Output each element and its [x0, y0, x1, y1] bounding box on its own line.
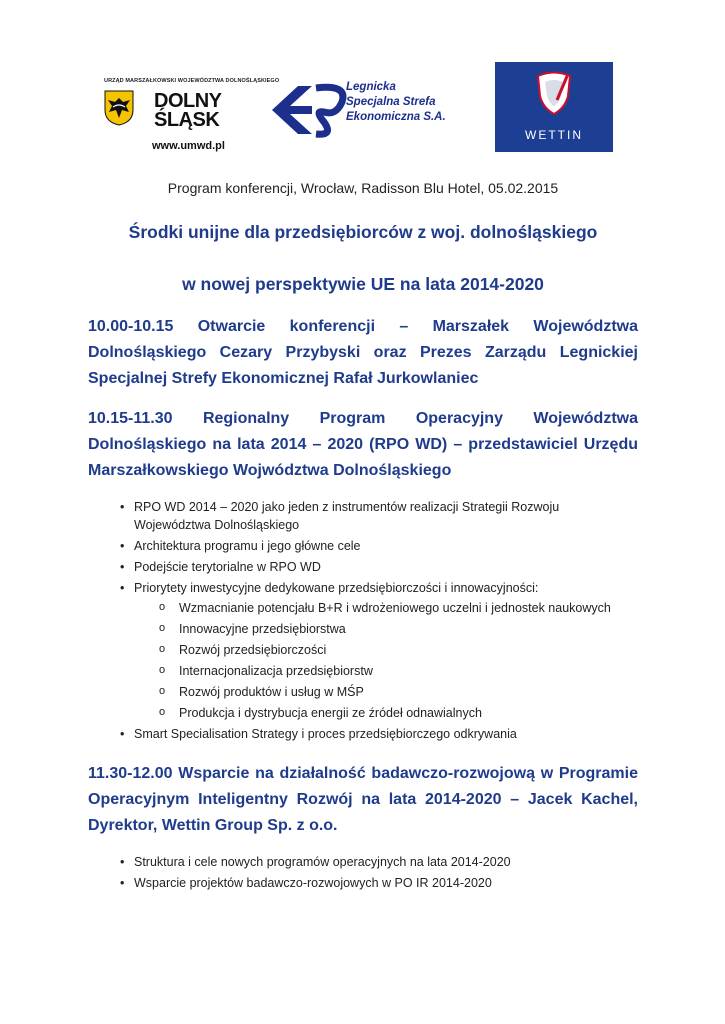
logo-strip	[100, 60, 620, 155]
dolny-slask-url: www.umwd.pl	[152, 140, 225, 152]
list-item: • Smart Specialisation Strategy i proces przedsiębiorczego odkrywania	[134, 725, 638, 743]
list-item-priorities	[134, 579, 638, 722]
lsse-arrow-icon	[268, 82, 358, 138]
shield-icon	[535, 70, 573, 116]
document-body	[88, 180, 638, 910]
sub-list-item: o Rozwój produktów i usług w MŚP	[179, 683, 638, 701]
sub-list-item: o Wzmacnianie potencjału B+R i wdrożeniowego uczelni i jednostek naukowych	[179, 599, 638, 617]
sub-list-item: o Produkcja i dystrybucja energii ze źródeł odnawialnych	[179, 704, 638, 722]
wettin-logo	[495, 62, 613, 152]
session-2-topics	[88, 498, 638, 743]
session-3: 11.30-12.00 Wsparcie na działalność badawczo-rozwojową w Programie Operacyjnym Inteligentny Rozwój na lata 2014-2020 – Jacek Kachel, Dyrektor, Wettin Group Sp. z o.o.	[88, 765, 638, 834]
sub-list-item: o Internacjonalizacja przedsiębiorstw	[179, 662, 638, 680]
list-item: • Architektura programu i jego główne cele	[134, 537, 638, 555]
session-3-topics	[88, 853, 638, 892]
eagle-crest-icon	[104, 90, 134, 126]
priorities-sublist	[134, 599, 638, 722]
list-item: • Wsparcie projektów badawczo-rozwojowych w PO IR 2014-2020	[134, 874, 638, 892]
lsse-name: Legnicka Specjalna Strefa Ekonomiczna S.A.	[346, 81, 446, 123]
list-item: • RPO WD 2014 – 2020 jako jeden z instrumentów realizacji Strategii Rozwoju Województwa Dolnośląskiego	[134, 498, 638, 534]
list-item: • Struktura i cele nowych programów operacyjnych na lata 2014-2020	[134, 853, 638, 871]
page-subtitle: w nowej perspektywie UE na lata 2014-2020	[182, 274, 544, 294]
list-item-label: Priorytety inwestycyjne dedykowane przedsiębiorczości i innowacyjności:	[134, 581, 539, 595]
dolny-slask-header-text: URZĄD MARSZAŁKOWSKI WOJEWÓDZTWA DOLNOŚLĄSKIEGO	[104, 78, 280, 84]
wettin-name: WETTIN	[525, 128, 583, 142]
page-title: Środki unijne dla przedsiębiorców z woj. dolnośląskiego	[128, 222, 598, 242]
conference-meta: Program konferencji, Wrocław, Radisson Blu Hotel, 05.02.2015	[167, 180, 559, 196]
sub-list-item: o Rozwój przedsiębiorczości	[179, 641, 638, 659]
session-1: 10.00-10.15 Otwarcie konferencji – Marszałek Województwa Dolnośląskiego Cezary Przybyski oraz Prezes Zarządu Legnickiej Specjalnej Strefy Ekonomicznej Rafał Jurkowlaniec	[88, 318, 638, 387]
lsse-logo	[268, 82, 468, 138]
dolny-slask-logo	[100, 78, 280, 158]
sub-list-item: o Innowacyjne przedsiębiorstwa	[179, 620, 638, 638]
dolny-slask-name: DOLNY ŚLĄSK	[154, 90, 222, 131]
session-2: 10.15-11.30 Regionalny Program Operacyjny Województwa Dolnośląskiego na lata 2014 – 2020 (RPO WD) – przedstawiciel Urzędu Marszałkowskiego Wojwództwa Dolnośląskiego	[88, 410, 638, 479]
list-item: • Podejście terytorialne w RPO WD	[134, 558, 638, 576]
